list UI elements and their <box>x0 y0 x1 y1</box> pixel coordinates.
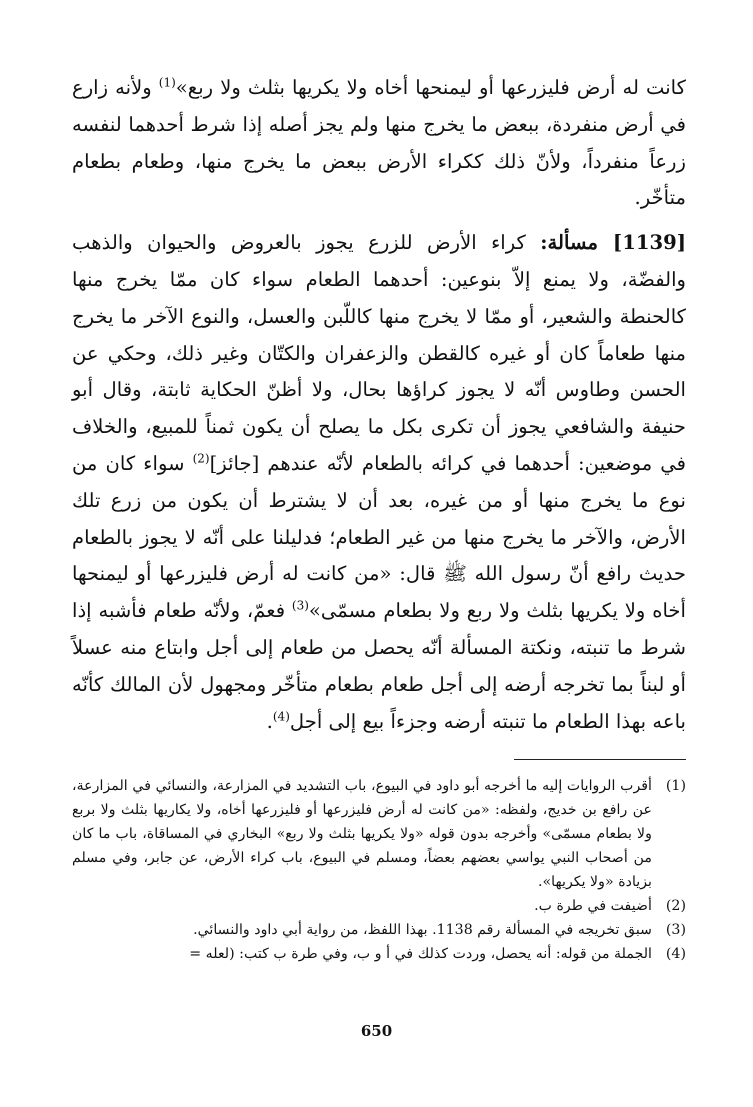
footnote-ref-1: (1) <box>158 75 176 90</box>
footnote-1 <box>72 774 686 894</box>
page-number: 650 <box>360 1022 393 1040</box>
footnote-text: الجملة من قوله: أنه يحصل، وردت كذلك في أ و ب، وفي طرة ب كتب: (لعله = <box>189 946 652 963</box>
main-text <box>72 70 686 740</box>
issue-text-end: . <box>266 709 273 733</box>
footnote-number: (3) <box>665 922 686 939</box>
footnote-divider <box>514 759 686 760</box>
footnote-number: (4) <box>665 946 686 963</box>
footnotes <box>72 774 686 966</box>
issue-text-c: فعمّ، ولأنّه طعام فأشبه إذا شرط ما تنبته، ونكتة المسألة أنّه يحصل من طعام إلى أجل وابتاع منه عسلاً أو لبناً بما تخرجه أرضه إلى أجل طعام بطعام متأخّر ومجهول لأن المالك كأنّه باعه بهذا الطعام ما تنبته أرضه وجزءاً بيع إلى أجل <box>72 599 686 733</box>
paragraph-1-text: كانت له أرض فليزرعها أو ليمنحها أخاه ولا يكريها بثلث ولا ربع» <box>175 76 686 99</box>
paragraph-1-rest: ولأنه زارع في أرض منفردة، ببعض ما يخرج منها ولم يجز أصله إذا شرط أحدهما لنفسه زرعاً منفرداً، ولأنّ ذلك ككراء الأرض ببعض ما يخرج منها، وطعام بطعام متأخّر. <box>72 76 686 210</box>
footnote-number: (1) <box>665 778 686 795</box>
paragraph-1 <box>72 70 686 217</box>
issue-text-a: كراء الأرض للزرع يجوز بالعروض والحيوان والذهب والفضّة، ولا يمنع إلاّ بنوعين: أحدهما الطعام سواء كان ممّا يخرج منها كالحنطة والشعير، أو ممّا لا يخرج منها كاللّبن والعسل، والنوع الآخر ما يخرج منها طعاماً كان أو غيره كالقطن والزعفران والكتّان وغير ذلك، وحكي عن الحسن وطاوس أنّه لا يجوز كراؤها بحال، ولا أظنّ الحكاية ثابتة، وقال أبو حنيفة والشافعي يجوز أن تكرى بكل ما يصلح أن يكون ثمناً للمبيع، والخلاف في موضعين: أحدهما في كرائه بالطعام لأنّه عندهم [جائز] <box>72 231 686 475</box>
footnote-text: أقرب الروايات إليه ما أخرجه أبو داود في البيوع، باب التشديد في المزارعة، والنسائي في المزارعة، عن رافع بن خديج، ولفظه: «من كانت له أرض فليزرعها أو فليزرعها أخاه، ولا يكاريها بثلث ولا بربع ولا بطعام مسمّى» وأخرجه بدون قوله «ولا يكريها بثلث ولا ربع» البخاري في المساقاة، باب ما كان من أصحاب النبي يواسي بعضهم بعضاً، ومسلم في البيوع، باب كراء الأرض، عن جابر، وفي مسلم بزيادة «ولا يكريها». <box>72 778 652 891</box>
footnote-2 <box>72 894 686 918</box>
footnote-ref-2: (2) <box>192 451 210 466</box>
footnote-ref-4: (4) <box>272 709 290 724</box>
footnote-3 <box>72 918 686 942</box>
footnote-text: سبق تخريجه في المسألة رقم 1138. بهذا اللفظ، من رواية أبي داود والنسائي. <box>193 922 652 939</box>
issue-heading: [1139] مسألة: <box>540 231 687 255</box>
footnote-ref-3: (3) <box>291 598 309 613</box>
paragraph-issue-1139 <box>72 225 686 740</box>
issue-text-b: سواء كان من نوع ما يخرج منها أو من غيره، بعد أن لا يشترط أن يكون من زرع تلك الأرض، والآخر ما يخرج منها من غير الطعام؛ فدليلنا على أنّه لا يجوز بالطعام حديث رافع أنّ رسول الله ﷺ قال: «من كانت له أرض فليزرعها أو ليمنحها أخاه ولا يكريها بثلث ولا ربع ولا بطعام مسمّى» <box>72 451 686 623</box>
page-content <box>72 70 686 966</box>
footnote-text: أضيفت في طرة ب. <box>534 898 652 915</box>
footnote-number: (2) <box>665 898 686 915</box>
footnote-4 <box>72 942 686 966</box>
